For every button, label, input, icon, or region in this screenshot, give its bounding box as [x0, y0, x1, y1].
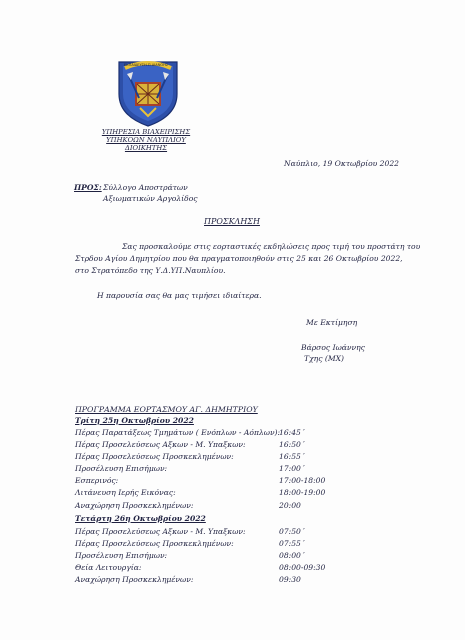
schedule-activity: Αναχώρηση Προσκεκλημένων:: [75, 501, 194, 510]
schedule-activity: Προσέλευση Επισήμων:: [75, 464, 168, 473]
body-line-3: στο Στρατόπεδο της Υ.Δ.ΥΠ.Ναυπλίου.: [75, 266, 226, 275]
schedule-time: 07:50΄: [279, 527, 305, 536]
recipient-line-2: Αξιωματικών Αργολίδος: [103, 194, 198, 203]
body-line-1: Σας προσκαλούμε στις εορταστικές εκδηλώσεις προς τιμή του προστάτη του: [122, 242, 421, 251]
emblem-ring-text: ΕΚΠΑΙΔΕΥΣΗ Π ΔΙΑΝΟΗΣ: [124, 63, 169, 67]
schedule-time: 08:00-09:30: [279, 563, 326, 572]
schedule-activity: Πέρας Παρατάξεως Τμημάτων ( Ενόπλων - Αόπλων):: [75, 428, 281, 437]
org-line-3: ΔΙΟΙΚΗΤΗΣ: [124, 144, 168, 152]
schedule-time: 07:55΄: [279, 539, 305, 548]
schedule-time: 17:00΄: [279, 464, 305, 473]
date-line: Ναύπλιο, 19 Οκτωβρίου 2022: [284, 159, 400, 168]
schedule-time: 09:30: [279, 575, 301, 584]
signature-closing: Με Εκτίμηση: [306, 318, 358, 327]
org-line-1: ΥΠΗΡΕΣΙΑ ΒΙΑΧΕΙΡΙΣΗΣ: [101, 128, 191, 136]
schedule-activity: Λιτάνευση Ιερής Εικόνας:: [75, 488, 176, 497]
schedule-activity: Πέρας Προσελεύσεως Αξκων - Μ. Υπαξκων:: [75, 440, 246, 449]
body-line-2: Στρδου Αγίου Δημητρίου που θα πραγματοποιηθούν στις 25 και 26 Οκτωβρίου 2022,: [75, 254, 403, 263]
schedule-time: 16:45΄: [279, 428, 305, 437]
schedule-activity: Αναχώρηση Προσκεκλημένων:: [75, 575, 194, 584]
org-line-2: ΥΠΗΚΟΩΝ ΝΑΥΠΛΙΟΥ: [106, 136, 186, 144]
schedule-activity: Πέρας Προσελεύσεως Προσκεκλημένων:: [75, 452, 234, 461]
schedule-activity: Πέρας Προσελεύσεως Αξκων - Μ. Υπαξκων:: [75, 527, 246, 536]
signature-rank: Τχης (ΜΧ): [304, 354, 344, 363]
schedule-time: 08:00΄: [279, 551, 305, 560]
schedule-time: 16:55΄: [279, 452, 305, 461]
schedule-activity: Θεία Λειτουργία:: [75, 563, 142, 572]
schedule-time: 16:50΄: [279, 440, 305, 449]
signature-name: Βάρσος Ιωάννης: [301, 343, 365, 352]
recipient-label: ΠΡΟΣ:: [74, 183, 102, 192]
schedule-time: 18:00-19:00: [279, 488, 326, 497]
schedule-activity: Πέρας Προσελεύσεως Προσκεκλημένων:: [75, 539, 234, 548]
recipient-line-1: Σύλλογο Αποστράτων: [103, 183, 188, 192]
schedule-activity: Προσέλευση Επισήμων:: [75, 551, 168, 560]
schedule-time: 20:00: [279, 501, 301, 510]
day2-label: Τετάρτη 26η Οκτωβρίου 2022: [75, 514, 206, 523]
program-title: ΠΡΟΓΡΑΜΜΑ ΕΟΡΤΑΣΜΟΥ ΑΓ. ΔΗΜΗΤΡΙΟΥ: [75, 405, 258, 414]
schedule-activity: Εσπερινός:: [75, 476, 119, 485]
body-line-4: Η παρουσία σας θα μας τιμήσει ιδιαίτερα.: [97, 291, 262, 300]
invitation-heading: ΠΡΟΣΚΛΗΣΗ: [204, 217, 260, 226]
schedule-time: 17:00-18:00: [279, 476, 326, 485]
day1-label: Τρίτη 25η Οκτωβρίου 2022: [75, 416, 194, 425]
